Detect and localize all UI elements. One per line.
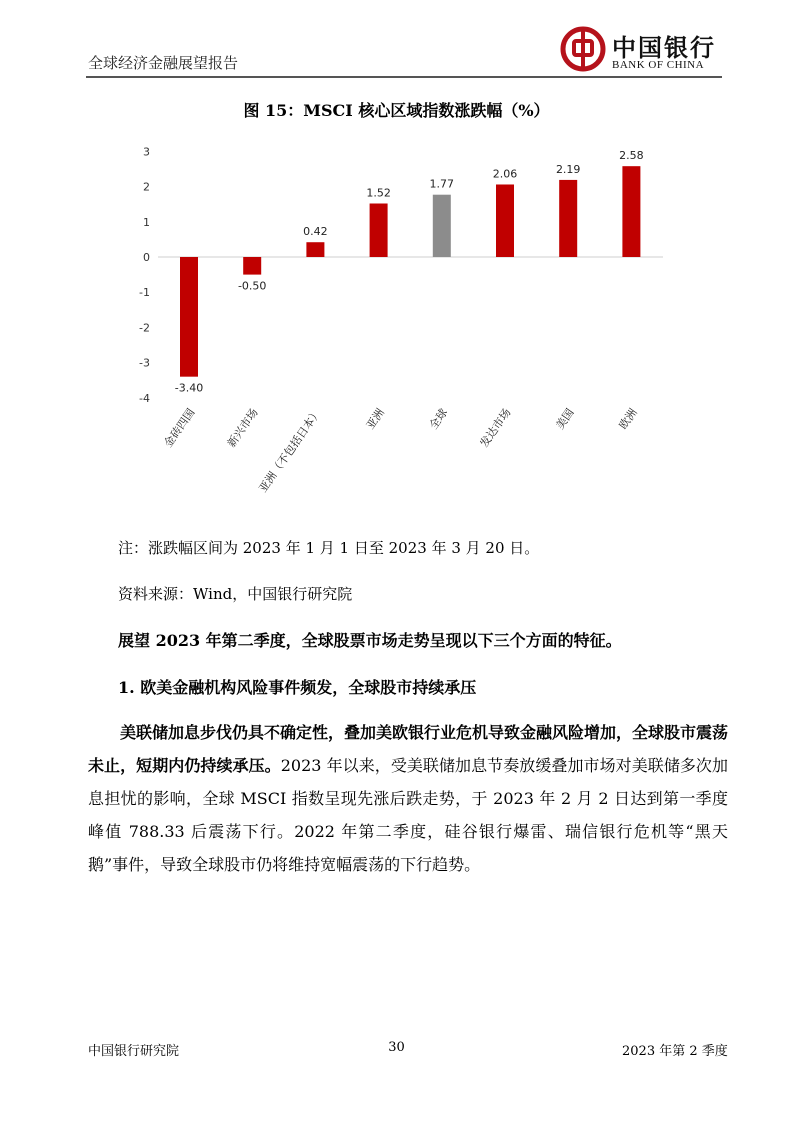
figure-title: 图 15：MSCI 核心区域指数涨跌幅（%） bbox=[243, 101, 550, 120]
y-tick-label: 2 bbox=[143, 180, 150, 194]
bar bbox=[306, 242, 324, 257]
body-paragraph-rest: 2023 年以来，受美联储加息节奏放缓叠加市场对美联储多次加息担忧的影响，全球 MSCI 指数呈现先涨后跌走势，于 2023 年 2 月 2 日达到第一季度峰值 788.33 后震荡下行。2022 年第二季度，硅谷银行爆雷、瑞信银行危机等“黑天鹅”事件，导致全球股市仍将维持宽幅震荡的下行趋势。 bbox=[88, 756, 728, 874]
data-label: -3.40 bbox=[174, 381, 204, 395]
bar bbox=[496, 184, 514, 257]
data-label: 2.19 bbox=[555, 162, 581, 176]
logo-chinese-text: 中国银行 bbox=[612, 33, 716, 62]
y-tick-label: 1 bbox=[143, 215, 150, 229]
data-label: 1.77 bbox=[429, 177, 455, 191]
footer-period: 2023 年第 2 季度 bbox=[622, 1044, 728, 1059]
bar bbox=[370, 203, 388, 257]
report-title: 全球经济金融展望报告 bbox=[88, 54, 239, 72]
y-tick-label: -2 bbox=[139, 321, 150, 335]
category-label: 金砖四国 bbox=[161, 406, 198, 450]
bar-chart bbox=[0, 0, 793, 530]
logo-english-text: BANK OF CHINA bbox=[612, 59, 705, 71]
category-label: 全球 bbox=[426, 406, 451, 432]
y-tick-label: 3 bbox=[143, 145, 150, 159]
lead-paragraph: 展望 2023 年第二季度，全球股票市场走势呈现以下三个方面的特征。 bbox=[118, 631, 622, 650]
bar bbox=[433, 195, 451, 257]
data-label: 0.42 bbox=[303, 225, 328, 239]
bar bbox=[559, 180, 577, 257]
data-label: 2.58 bbox=[619, 149, 644, 163]
data-label: 2.06 bbox=[492, 167, 518, 181]
section-heading: 1. 欧美金融机构风险事件频发，全球股市持续承压 bbox=[118, 678, 477, 697]
data-label: 1.52 bbox=[366, 186, 391, 200]
figure-source: 资料来源：Wind，中国银行研究院 bbox=[118, 585, 353, 603]
category-label: 亚洲 bbox=[363, 406, 388, 432]
y-tick-label: -4 bbox=[139, 391, 150, 405]
category-label: 新兴市场 bbox=[224, 406, 261, 450]
bar bbox=[622, 166, 640, 257]
figure-note: 注：涨跌幅区间为 2023 年 1 月 1 日至 2023 年 3 月 20 日。 bbox=[118, 539, 540, 557]
body-paragraph bbox=[88, 716, 728, 881]
y-tick-label: -1 bbox=[139, 286, 150, 300]
footer-org: 中国银行研究院 bbox=[88, 1044, 180, 1059]
data-label: -0.50 bbox=[237, 279, 267, 293]
body-paragraph-bold: 美联储加息步伐仍具不确定性，叠加美欧银行业危机导致金融风险增加，全球股市震荡未止，短期内仍持续承压。 bbox=[88, 723, 729, 775]
category-label: 欧洲 bbox=[616, 406, 640, 432]
y-tick-label: -3 bbox=[139, 356, 150, 370]
bar bbox=[180, 257, 198, 377]
page-number: 30 bbox=[388, 1040, 405, 1055]
y-tick-label: 0 bbox=[143, 251, 150, 264]
category-label: 亚洲（不包括日本） bbox=[256, 406, 324, 495]
category-label: 美国 bbox=[553, 406, 577, 432]
category-label: 发达市场 bbox=[477, 406, 514, 450]
bar bbox=[243, 257, 261, 275]
